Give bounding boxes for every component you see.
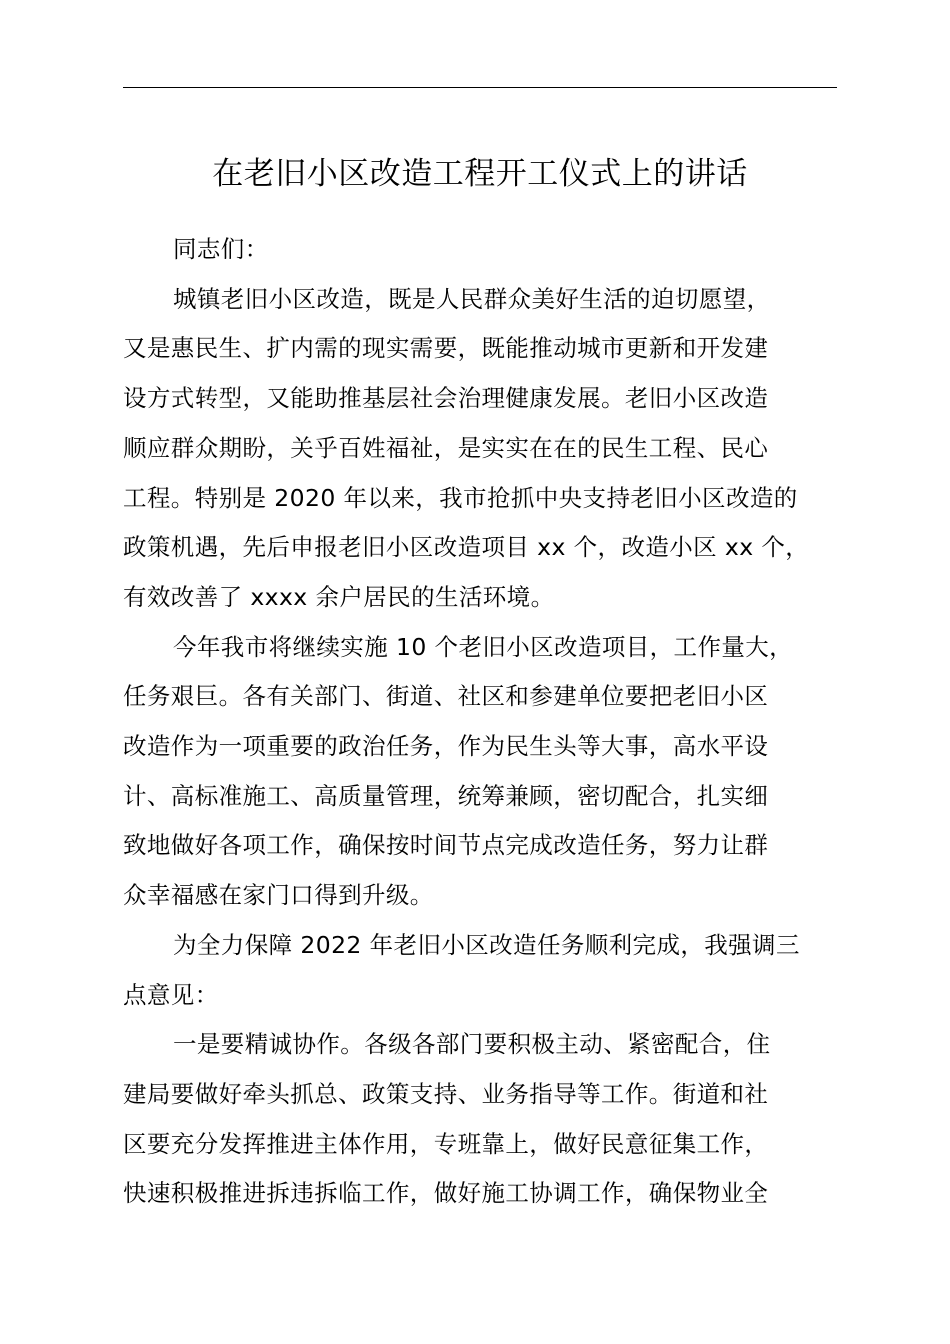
paragraph-line: 任务艰巨。各有关部门、街道、社区和参建单位要把老旧小区 <box>123 682 769 711</box>
paragraph-line: 为全力保障 2022 年老旧小区改造任务顺利完成，我强调三 <box>173 930 800 959</box>
salutation-text: 同志们： <box>173 235 269 263</box>
document-body <box>123 225 837 1219</box>
paragraph-line: 政策机遇，先后申报老旧小区改造项目 xx 个，改造小区 xx 个， <box>123 533 810 562</box>
paragraph-line: 城镇老旧小区改造，既是人民群众美好生活的迫切愿望， <box>173 284 771 313</box>
paragraph-line: 工程。特别是 2020 年以来，我市抢抓中央支持老旧小区改造的 <box>123 483 798 512</box>
paragraph-line: 有效改善了 xxxx 余户居民的生活环境。 <box>123 582 555 611</box>
paragraph-line: 众幸福感在家门口得到升级。 <box>123 881 434 910</box>
paragraph-2 <box>123 623 837 921</box>
salutation <box>123 225 837 275</box>
paragraph-1 <box>123 275 837 623</box>
paragraph-line: 致地做好各项工作，确保按时间节点完成改造任务，努力让群 <box>123 831 769 860</box>
paragraph-3 <box>123 921 837 1020</box>
paragraph-line: 建局要做好牵头抓总、政策支持、业务指导等工作。街道和社 <box>123 1079 769 1108</box>
paragraph-line: 设方式转型，又能助推基层社会治理健康发展。老旧小区改造 <box>123 384 769 413</box>
paragraph-line: 快速积极推进拆违拆临工作，做好施工协调工作，确保物业全 <box>123 1179 769 1208</box>
page-title: 在老旧小区改造工程开工仪式上的讲话 <box>212 156 748 192</box>
paragraph-line: 今年我市将继续实施 10 个老旧小区改造项目，工作量大， <box>173 632 794 661</box>
paragraph-line: 区要充分发挥推进主体作用，专班靠上，做好民意征集工作， <box>123 1129 769 1158</box>
paragraph-line: 点意见： <box>123 980 219 1009</box>
paragraph-line: 计、高标准施工、高质量管理，统筹兼顾，密切配合，扎实细 <box>123 781 769 810</box>
paragraph-line: 又是惠民生、扩内需的现实需要，既能推动城市更新和开发建 <box>123 334 769 363</box>
header-rule <box>123 87 837 88</box>
paragraph-line: 一是要精诚协作。各级各部门要积极主动、紧密配合，住 <box>173 1030 771 1059</box>
paragraph-line: 改造作为一项重要的政治任务，作为民生头等大事，高水平设 <box>123 732 769 761</box>
paragraph-line: 顺应群众期盼，关乎百姓福祉，是实实在在的民生工程、民心 <box>123 433 769 462</box>
paragraph-4 <box>123 1020 837 1219</box>
